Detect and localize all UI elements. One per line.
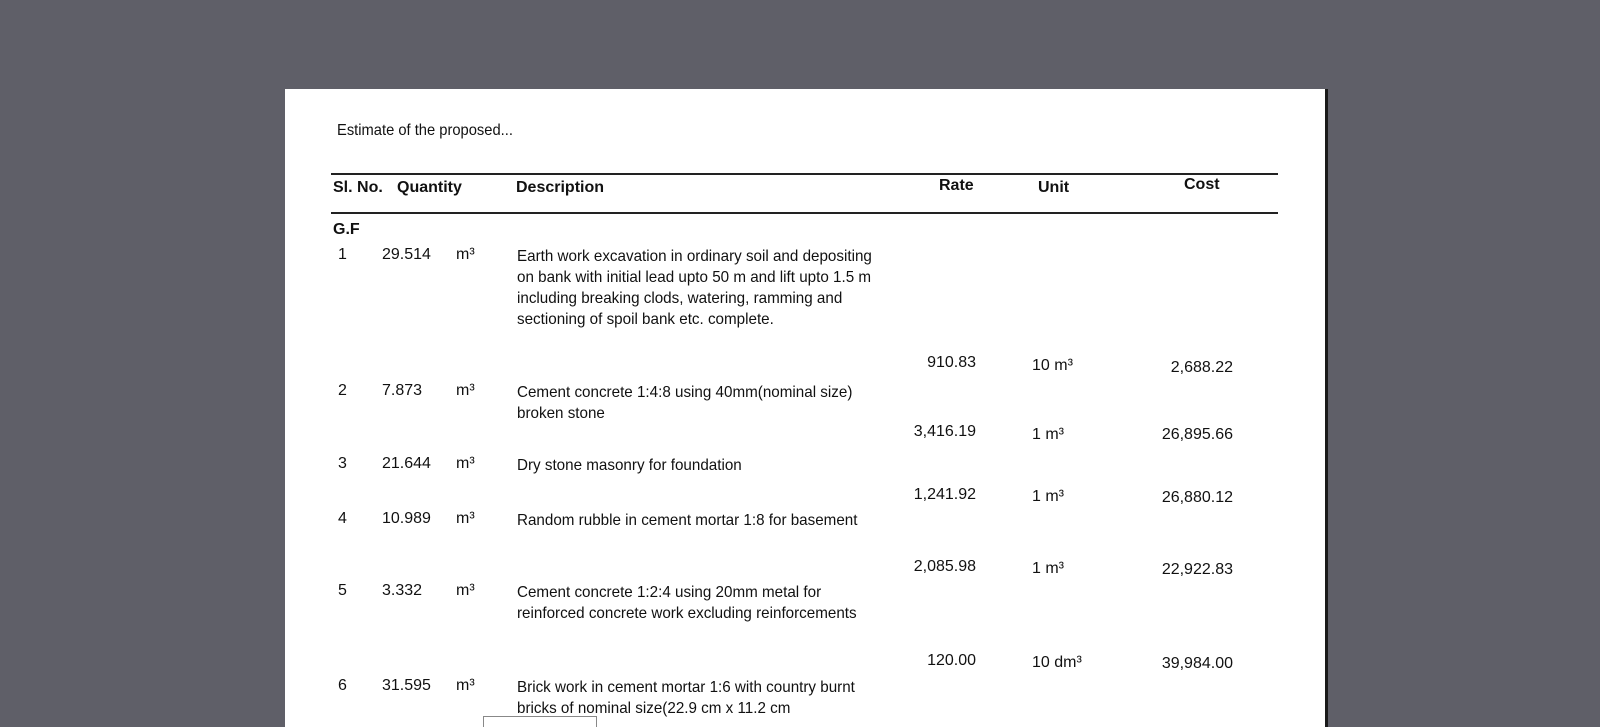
item-quantity-unit: m³ <box>456 246 475 263</box>
item-rate: 910.83 <box>927 354 976 371</box>
item-cost: 26,895.66 <box>1161 426 1233 443</box>
header-quantity: Quantity <box>397 179 462 196</box>
item-description: Dry stone masonry for foundation <box>517 457 742 474</box>
item-description: Cement concrete 1:2:4 using 20mm metal for reinforced concrete work excluding reinforcements <box>517 584 857 622</box>
page-title: Estimate of the proposed... <box>337 122 513 139</box>
header-rate: Rate <box>939 177 974 194</box>
item-cost: 2,688.22 <box>1170 359 1233 376</box>
item-quantity: 29.514 <box>382 246 431 263</box>
item-cost: 26,880.12 <box>1161 489 1233 506</box>
item-quantity: 21.644 <box>382 455 431 472</box>
partial-frame <box>483 716 597 727</box>
item-quantity: 31.595 <box>382 677 431 694</box>
item-cost: 22,922.83 <box>1161 561 1233 578</box>
item-cost: 39,984.00 <box>1161 655 1233 672</box>
document-page <box>285 89 1325 727</box>
header-unit: Unit <box>1038 179 1070 196</box>
item-unit: 10 dm³ <box>1032 654 1082 671</box>
item-rate: 120.00 <box>927 652 976 669</box>
item-quantity-unit: m³ <box>456 510 475 527</box>
item-quantity: 3.332 <box>382 582 423 599</box>
item-unit: 10 m³ <box>1032 357 1073 374</box>
item-sl-no: 6 <box>338 677 347 694</box>
section-label: G.F <box>333 221 360 238</box>
item-unit: 1 m³ <box>1032 426 1064 443</box>
item-description: Random rubble in cement mortar 1:8 for basement <box>517 512 858 529</box>
item-sl-no: 3 <box>338 455 347 472</box>
item-rate: 1,241.92 <box>913 486 976 503</box>
item-sl-no: 2 <box>338 382 347 399</box>
header-rule-bottom <box>331 212 1278 214</box>
header-rule-top <box>331 173 1278 175</box>
item-sl-no: 5 <box>338 582 347 599</box>
item-sl-no: 1 <box>338 246 347 263</box>
item-quantity-unit: m³ <box>456 582 475 599</box>
item-description: Cement concrete 1:4:8 using 40mm(nominal size) broken stone <box>517 384 853 422</box>
header-cost: Cost <box>1184 176 1220 193</box>
item-quantity-unit: m³ <box>456 455 475 472</box>
item-quantity: 10.989 <box>382 510 431 527</box>
item-description: Brick work in cement mortar 1:6 with country burnt bricks of nominal size(22.9 cm x 11.2 cm <box>517 679 855 717</box>
item-rate: 2,085.98 <box>913 558 976 575</box>
item-quantity-unit: m³ <box>456 382 475 399</box>
item-unit: 1 m³ <box>1032 560 1064 577</box>
item-unit: 1 m³ <box>1032 488 1064 505</box>
item-sl-no: 4 <box>338 510 347 527</box>
item-description: Earth work excavation in ordinary soil and depositing on bank with initial lead upto 50 m and lift upto 1.5 m including breaking clods, watering, ramming and sectioning of spoil bank etc. complete. <box>517 248 872 328</box>
header-sl-no: Sl. No. <box>333 179 383 196</box>
item-quantity: 7.873 <box>382 382 423 399</box>
header-description: Description <box>516 179 605 196</box>
item-quantity-unit: m³ <box>456 677 475 694</box>
item-rate: 3,416.19 <box>913 423 976 440</box>
